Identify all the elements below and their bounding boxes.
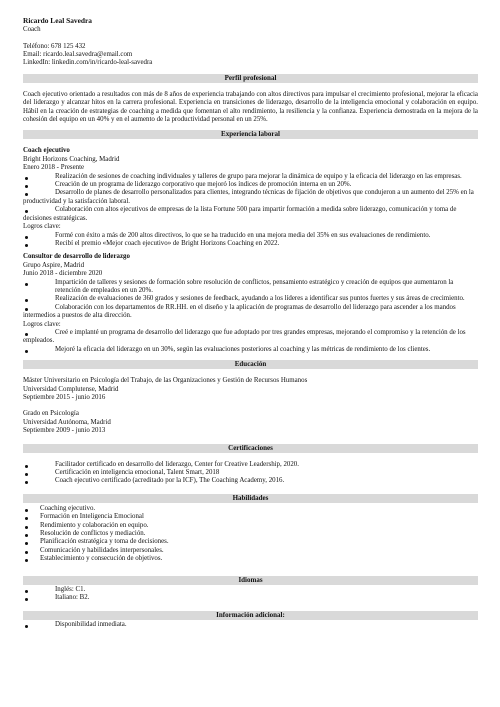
linkedin: LinkedIn: linkedin.com/in/ricardo-leal-savedra [23,59,153,67]
list-item: Coach ejecutivo certificado (acreditado por la ICF), The Coaching Academy, 2016. [23,477,478,485]
achievements-label: Logros clave: [23,223,61,231]
list-item: Mejoré la eficacia del liderazgo en un 30%, según las evaluaciones posteriores al coaching y las métricas de rendimiento de los clientes. [23,346,478,354]
education-degree: Máster Universitario en Psicología del Trabajo, de las Organizaciones y Gestión de Recursos Humanos [23,377,308,385]
list-item: Inglés: C1. [23,586,478,594]
list-item: Disponibilidad inmediata. [23,621,478,629]
section-header-education: Educación [23,360,478,369]
education-school: Universidad Autónoma, Madrid [23,418,111,426]
list-item: Creación de un programa de liderazgo corporativo que mejoró los índices de promoción interna en un 20%. [23,181,478,189]
list-item: Resolución de conflictos y mediación. [23,530,478,538]
job-entry [23,147,478,248]
job-dates: Junio 2018 - diciembre 2020 [23,270,103,278]
list-item: Colaboración con altos ejecutivos de empresas de la lista Fortune 500 para impartir formación a medida sobre liderazgo, comunicación y toma de decisiones estratégicas. [23,206,478,223]
list-item: Establecimiento y consecución de objetivos. [23,555,478,563]
education-entry [23,377,478,402]
achievements-label: Logros clave: [23,320,61,328]
list-item: Creé e implanté un programa de desarrollo del liderazgo que fue adoptado por tres grandes empresas, mejorando el compromiso y la retención de los empleados. [23,329,478,346]
section-header-skills: Habilidades [23,494,478,503]
email: Email: ricardo.leal.savedra@email.com [23,51,133,58]
languages-list [23,586,478,603]
section-header-additional: Información adicional: [23,611,478,620]
list-item: Realización de evaluaciones de 360 grados y sesiones de feedback, ayudando a los líderes a identificar sus puntos fuertes y sus áreas de crecimiento. [23,295,478,303]
section-header-certifications: Certificaciones [23,444,478,453]
list-item: Realización de sesiones de coaching individuales y talleres de grupo para mejorar la dinámica de equipo y la eficacia del liderazgo en las empresas. [23,173,478,181]
job-entry [23,253,478,354]
job-title: Consultor de desarrollo de liderazgo [23,253,130,261]
candidate-role: Coach [23,25,41,33]
section-header-languages: Idiomas [23,576,478,585]
list-item: Colaboración con los departamentos de RR.HH. en el diseño y la aplicación de programas de desarrollo del liderazgo para ascender a los mandos intermedios a puestos de alta dirección. [23,304,478,321]
education-entry [23,410,478,435]
candidate-name: Ricardo Leal Savedra [23,16,92,25]
job-company: Bright Horizons Coaching, Madrid [23,155,120,163]
education-dates: Septiembre 2015 - junio 2016 [23,394,106,401]
education-dates: Septiembre 2009 - junio 2013 [23,427,106,435]
list-item: Formación en Inteligencia Emocional [23,513,478,521]
list-item: Comunicación y habilidades interpersonales. [23,547,478,555]
education-degree: Grado en Psicología [23,410,79,418]
list-item: Facilitador certificado en desarrollo del liderazgo, Center for Creative Leadership, 2020. [23,461,478,469]
list-item: Formé con éxito a más de 200 altos directivos, lo que se ha traducido en una mejora media del 35% en sus evaluaciones de rendimiento. [23,232,478,240]
list-item: Desarrollo de planes de desarrollo personalizados para clientes, integrando técnicas de fijación de objetivos que condujeron a un aumento del 25% en la productividad y la satisfacción laboral. [23,189,478,206]
section-header-profile: Perfil profesional [23,74,478,83]
list-item: Recibí el premio «Mejor coach ejecutivo» de Bright Horizons Coaching en 2022. [23,240,478,248]
list-item: Certificación en inteligencia emocional, Talent Smart, 2018 [23,469,478,477]
skills-list [23,505,478,564]
job-company: Grupo Aspire, Madrid [23,261,85,269]
list-item: Coaching ejecutivo. [23,505,478,513]
list-item: Impartición de talleres y sesiones de formación sobre resolución de conflictos, pensamiento estratégico y creación de equipos que aumentaron la retención de empleados en un 20%. [23,279,478,296]
phone: Teléfono: 678 125 432 [23,42,86,50]
header [23,17,478,68]
resume-page [23,17,478,629]
list-item: Rendimiento y colaboración en equipo. [23,522,478,530]
section-header-experience: Experiencia laboral [23,130,478,139]
additional-list [23,621,478,629]
job-title: Coach ejecutivo [23,147,70,155]
list-item: Italiano: B2. [23,594,478,602]
list-item: Planificación estratégica y toma de decisiones. [23,538,478,546]
profile-text: Coach ejecutivo orientado a resultados con más de 8 años de experiencia trabajando con altos directivos para impulsar el crecimiento profesional, mejorar la eficacia del liderazgo y alcanzar hitos en la carrera profesional. Experiencia en transiciones de liderazgo, desarrollo de la inteligencia emocional y colaboración en equipo. Hábil en la creación de estrategias de coaching a medida que fomentan el alto rendimiento, la resiliencia y la confianza. Experiencia demostrada en la mejora de la cohesión del equipo en un 40% y en el aumento de la productividad personal en un 25%. [23,90,478,124]
education-school: Universidad Complutense, Madrid [23,385,119,393]
job-dates: Enero 2018 - Presente [23,164,85,172]
certifications-list [23,461,478,486]
